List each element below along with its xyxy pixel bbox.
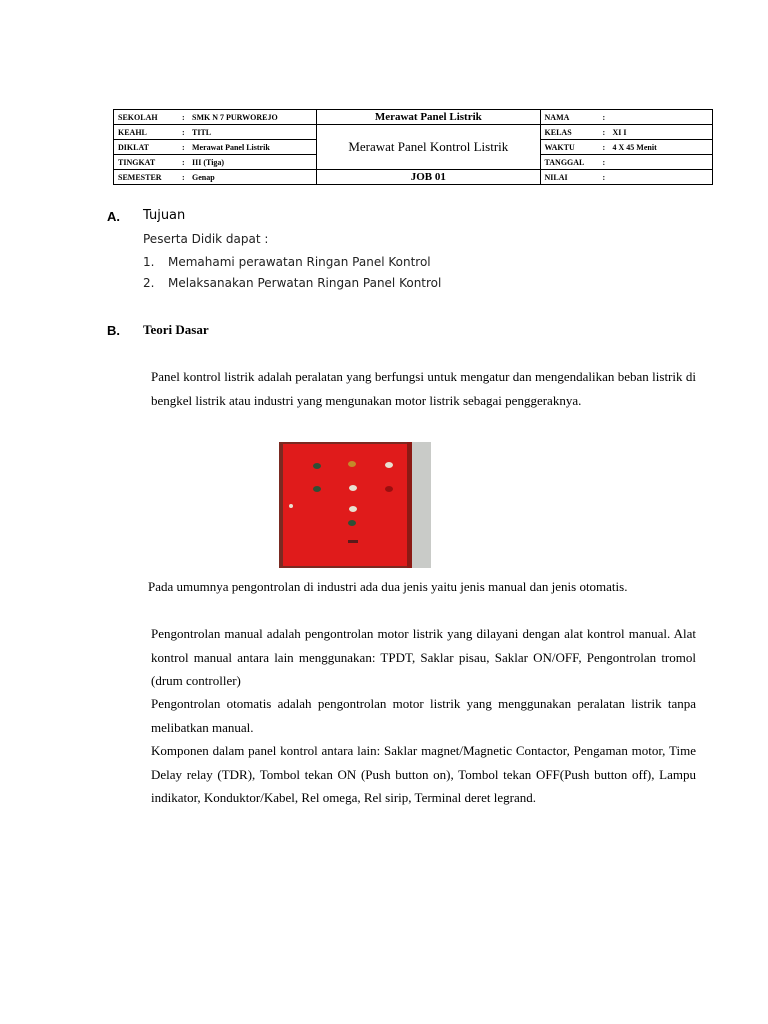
- header-cell-kelas: KELAS : XI I: [540, 125, 712, 140]
- header-subject-title: Merawat Panel Listrik: [317, 110, 540, 125]
- paragraph-manual: Pengontrolan manual adalah pengontrolan motor listrik yang dilayani dengan alat kontrol manual. Alat kontrol manual antara lain menggunakan: TPDT, Saklar pisau, Saklar ON/OFF, Pengontrolan tromol (drum controller): [151, 626, 696, 688]
- control-panel-photo: [279, 442, 431, 568]
- indicator-lamp-icon: [313, 463, 321, 469]
- section-b-title: Teori Dasar: [143, 322, 209, 337]
- list-item-number: 2.: [143, 276, 155, 290]
- header-cell-diklat: DIKLAT : Merawat Panel Listrik: [114, 140, 317, 155]
- list-item-number: 1.: [143, 255, 155, 269]
- header-job-title: Merawat Panel Kontrol Listrik: [317, 125, 540, 170]
- paragraph-types-text: Pada umumnya pengontrolan di industri ada dua jenis yaitu jenis manual dan jenis otomatis.: [148, 579, 628, 594]
- indicator-lamp-icon: [385, 462, 393, 468]
- header-cell-nilai: NILAI :: [540, 170, 712, 185]
- header-cell-tingkat: TINGKAT : III (Tiga): [114, 155, 317, 170]
- door-lock-icon: [289, 504, 293, 508]
- header-cell-nama: NAMA :: [540, 110, 712, 125]
- label-plate: [348, 540, 358, 543]
- section-a-letter: A.: [107, 209, 120, 224]
- header-cell-sekolah: SEKOLAH : SMK N 7 PURWOREJO: [114, 110, 317, 125]
- header-row: [114, 110, 713, 125]
- paragraph-automatic: Pengontrolan otomatis adalah pengontrolan motor listrik yang menggunakan peralatan listrik tanpa melibatkan manual.: [151, 696, 696, 735]
- header-cell-keahl: KEAHL : TITL: [114, 125, 317, 140]
- panel-side-wall: [412, 442, 431, 568]
- push-button-icon: [349, 506, 357, 512]
- header-table: [113, 109, 713, 185]
- header-cell-semester: SEMESTER : Genap: [114, 170, 317, 185]
- paragraph-types: [148, 575, 696, 599]
- header-cell-waktu: WAKTU : 4 X 45 Menit: [540, 140, 712, 155]
- push-button-icon: [349, 485, 357, 491]
- list-item: Memahami perawatan Ringan Panel Kontrol: [168, 255, 431, 269]
- section-a-title: Tujuan: [143, 208, 186, 223]
- section-a-intro: Peserta Didik dapat :: [143, 232, 269, 246]
- paragraph-components: Komponen dalam panel kontrol antara lain: Saklar magnet/Magnetic Contactor, Pengaman motor, Time Delay relay (TDR), Tombol tekan ON (Push button on), Tombol tekan OFF(Push button off), Lampu indikator, Konduktor/Kabel, Rel omega, Rel sirip, Terminal deret legrand.: [151, 743, 696, 805]
- header-row: [114, 125, 713, 140]
- header-row: [114, 170, 713, 185]
- header-job-number: JOB 01: [317, 170, 540, 185]
- push-button-icon: [385, 486, 393, 492]
- indicator-lamp-icon: [348, 461, 356, 467]
- paragraph-definition: Panel kontrol listrik adalah peralatan yang berfungsi untuk mengatur dan mengendalikan beban listrik di bengkel listrik atau industri yang mengunakan motor listrik sebagai penggeraknya.: [151, 369, 696, 408]
- header-cell-tanggal: TANGGAL :: [540, 155, 712, 170]
- list-item: Melaksanakan Perwatan Ringan Panel Kontrol: [168, 276, 442, 290]
- push-button-icon: [313, 486, 321, 492]
- push-button-icon: [348, 520, 356, 526]
- section-b-letter: B.: [107, 323, 120, 338]
